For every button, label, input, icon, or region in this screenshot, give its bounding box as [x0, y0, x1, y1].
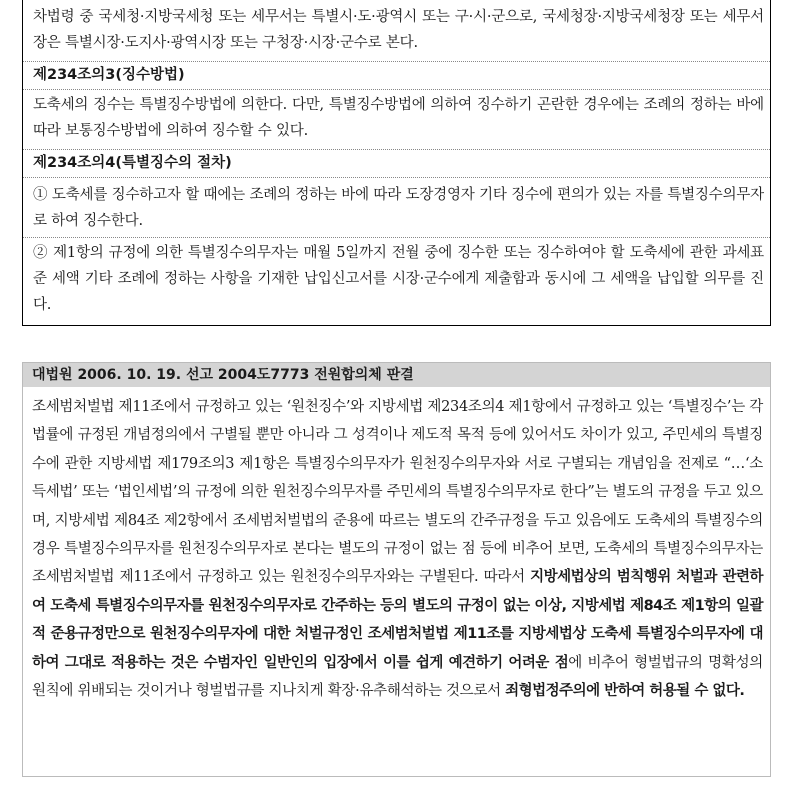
statute-paragraph-3: ① 도축세를 징수하고자 할 때에는 조례의 정하는 바에 따라 도장경영자 기타 징수에 편의가 있는 자를 특별징수의무자로 하여 징수한다.	[33, 187, 764, 229]
ruling-conclusion: 죄형법정주의에 반하여 허용될 수 없다.	[505, 683, 745, 700]
separator	[23, 61, 770, 62]
article-heading-234-3: 제234조의3(징수방법)	[33, 67, 185, 83]
separator	[23, 149, 770, 150]
statute-paragraph-4: ② 제1항의 규정에 의한 특별징수의무자는 매월 5일까지 전월 중에 징수한 또는 징수하여야 할 도축세에 관한 과세표준 세액 기타 조례에 정하는 사항을 기재한 납입신고서를 시장·군수에게 제출함과 동시에 그 세액을 납입할 의무를 진다.	[33, 245, 764, 313]
supreme-court-ruling-box	[22, 362, 771, 777]
article-heading-234-4: 제234조의4(특별징수의 절차)	[33, 155, 232, 171]
statute-paragraph-2: 도축세의 징수는 특별징수방법에 의한다. 다만, 특별징수방법에 의하여 징수하기 곤란한 경우에는 조례의 정하는 바에 따라 보통징수방법에 의하여 징수할 수 있다.	[33, 97, 764, 139]
ruling-body	[32, 393, 763, 705]
ruling-text: 에 비추어 형벌법규의 명확성의 원칙에 위배되는 것이거나 형벌법규를 지나치게 확장·유추해석하는 것으로서	[32, 654, 763, 700]
ruling-emphasis: 지방세법상의 범칙행위 처벌과 관련하여 도축세 특별징수의무자를 원천징수의무자로 간주하는 등의 별도의 규정이 없는 이상, 지방세법 제84조 제1항의 일괄적 준용규정만으로 원천징수의무자에 대한 처벌규정인 조세범처벌법 제11조를 지방세법상 도축세 특별징수의무자에 대하여 그대로 적용하는 것은 수범자인 일반인의 입장에서 이를 쉽게 예견하기 어려운 점	[32, 569, 763, 671]
ruling-text: 조세범처벌법 제11조에서 규정하고 있는 ‘원천징수’와 지방세법 제234조의4 제1항에서 규정하고 있는 ‘특별징수’는 각 법률에 규정된 개념정의에서 구별될 뿐만 아니라 그 성격이나 제도적 목적 등에 있어서도 차이가 있고, 주민세의 특별징수에 관한 지방세법 제179조의3 제1항은 특별징수의무자가 원천징수의무자와 서로 구별되는 개념임을 전제로 “…‘소득세법’ 또는 ‘법인세법’의 규정에 의한 원천징수의무자를 주민세의 특별징수의무자로 한다”는 별도의 규정을 두고 있으며, 지방세법 제84조 제2항에서 조세범처벌법의 준용에 따르는 별도의 간주규정을 두고 있음에도 도축세의 특별징수의 경우 특별징수의무자를 원천징수의무자로 본다는 별도의 규정이 없는 점 등에 비추어 보면, 도축세의 특별징수의무자는 조세범처벌법 제11조에서 규정하고 있는 원천징수의무자와는 구별된다. 따라서	[32, 399, 763, 586]
separator	[23, 89, 770, 90]
separator	[23, 237, 770, 238]
ruling-header: 대법원 2006. 10. 19. 선고 2004도7773 전원합의체 판결	[23, 363, 770, 387]
statute-box	[22, 0, 771, 326]
separator	[23, 177, 770, 178]
statute-paragraph-1: 차법령 중 국세청·지방국세청 또는 세무서는 특별시·도·광역시 또는 구·시·군으로, 국세청장·지방국세청장 또는 세무서장은 특별시장·도지사·광역시장 또는 구청장·시장·군수로 본다.	[33, 9, 764, 51]
